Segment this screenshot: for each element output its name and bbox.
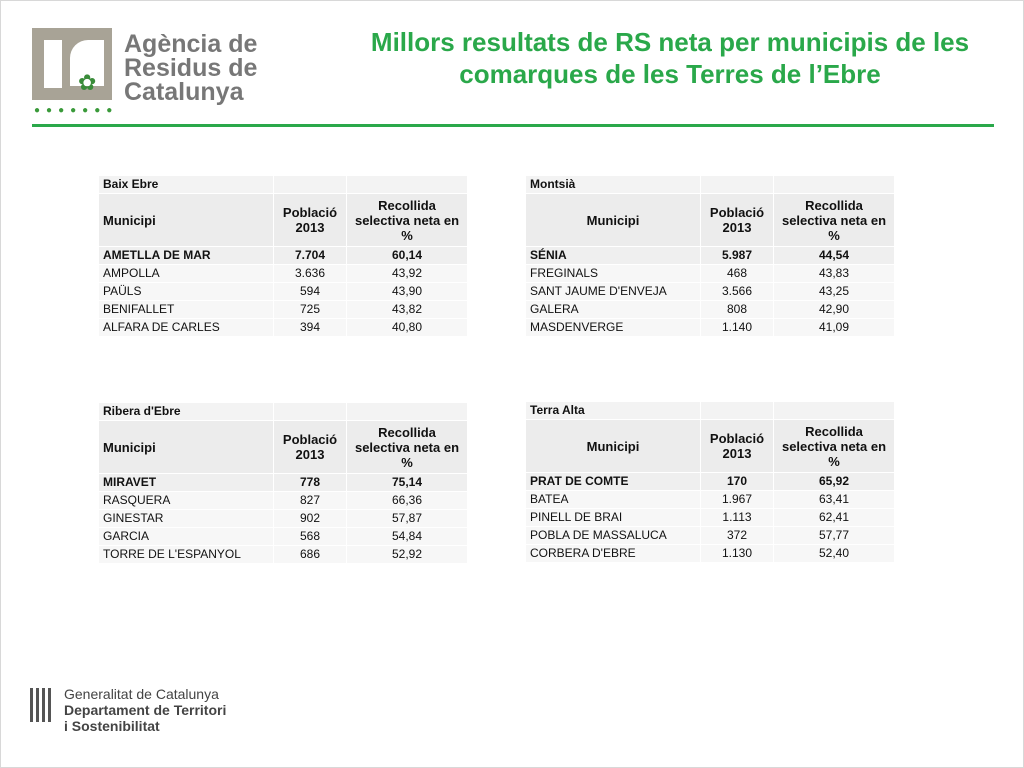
region-label: Montsià [526, 176, 701, 194]
title-divider [32, 124, 994, 127]
table-row: GALERA 808 42,90 [526, 301, 895, 319]
agency-logo [32, 28, 272, 116]
footer-text [64, 686, 226, 734]
table-row: PAÜLS 594 43,90 [99, 283, 468, 301]
header-municipi: Municipi [99, 194, 274, 247]
header-poblacio: Població 2013 [274, 194, 347, 247]
page-title: Millors resultats de RS neta per municipis de les comarques de les Terres de l’Ebre [370, 27, 970, 89]
header-recollida: Recollida selectiva neta en % [347, 194, 468, 247]
header-municipi: Municipi [99, 421, 274, 474]
table-row: PRAT DE COMTE 170 65,92 [526, 473, 895, 491]
logo-dots-icon: ●●●●●●● [34, 105, 119, 116]
header-recollida: Recollida selectiva neta en % [774, 194, 895, 247]
table-row: FREGINALS 468 43,83 [526, 265, 895, 283]
table-ribera-ebre [98, 402, 468, 564]
table-row: SANT JAUME D'ENVEJA 3.566 43,25 [526, 283, 895, 301]
table-row: ALFARA DE CARLES 394 40,80 [99, 319, 468, 337]
table-row: AMETLLA DE MAR 7.704 60,14 [99, 247, 468, 265]
table-terra-alta [525, 401, 895, 563]
table-row: AMPOLLA 3.636 43,92 [99, 265, 468, 283]
generalitat-footer [30, 686, 290, 736]
table-row: CORBERA D'EBRE 1.130 52,40 [526, 545, 895, 563]
table-row: MASDENVERGE 1.140 41,09 [526, 319, 895, 337]
header-recollida: Recollida selectiva neta en % [774, 420, 895, 473]
table-baix-ebre [98, 175, 468, 337]
region-label: Ribera d'Ebre [99, 403, 274, 421]
header-poblacio: Població 2013 [701, 420, 774, 473]
header-municipi: Municipi [526, 420, 701, 473]
footer-line-1: Generalitat de Catalunya [64, 686, 219, 702]
agency-logo-icon: ✿ [32, 28, 112, 100]
table-row: PINELL DE BRAI 1.113 62,41 [526, 509, 895, 527]
table-row: SÉNIA 5.987 44,54 [526, 247, 895, 265]
agency-logo-text [124, 32, 257, 104]
table-row: BENIFALLET 725 43,82 [99, 301, 468, 319]
logo-line-1: Agència de [124, 30, 258, 58]
region-label: Terra Alta [526, 402, 701, 420]
table-row: GARCIA 568 54,84 [99, 528, 468, 546]
header-poblacio: Població 2013 [701, 194, 774, 247]
generalitat-emblem-icon [30, 688, 56, 722]
region-label: Baix Ebre [99, 176, 274, 194]
header-municipi: Municipi [526, 194, 701, 247]
header-recollida: Recollida selectiva neta en % [347, 421, 468, 474]
footer-line-2: Departament de Territori [64, 702, 227, 718]
table-row: BATEA 1.967 63,41 [526, 491, 895, 509]
table-montsia [525, 175, 895, 337]
table-row: GINESTAR 902 57,87 [99, 510, 468, 528]
footer-line-3: i Sostenibilitat [64, 718, 160, 734]
table-row: RASQUERA 827 66,36 [99, 492, 468, 510]
table-row: POBLA DE MASSALUCA 372 57,77 [526, 527, 895, 545]
table-row: TORRE DE L'ESPANYOL 686 52,92 [99, 546, 468, 564]
logo-line-2: Residus de [124, 54, 258, 82]
table-row: MIRAVET 778 75,14 [99, 474, 468, 492]
header-poblacio: Població 2013 [274, 421, 347, 474]
logo-line-3: Catalunya [124, 78, 244, 106]
